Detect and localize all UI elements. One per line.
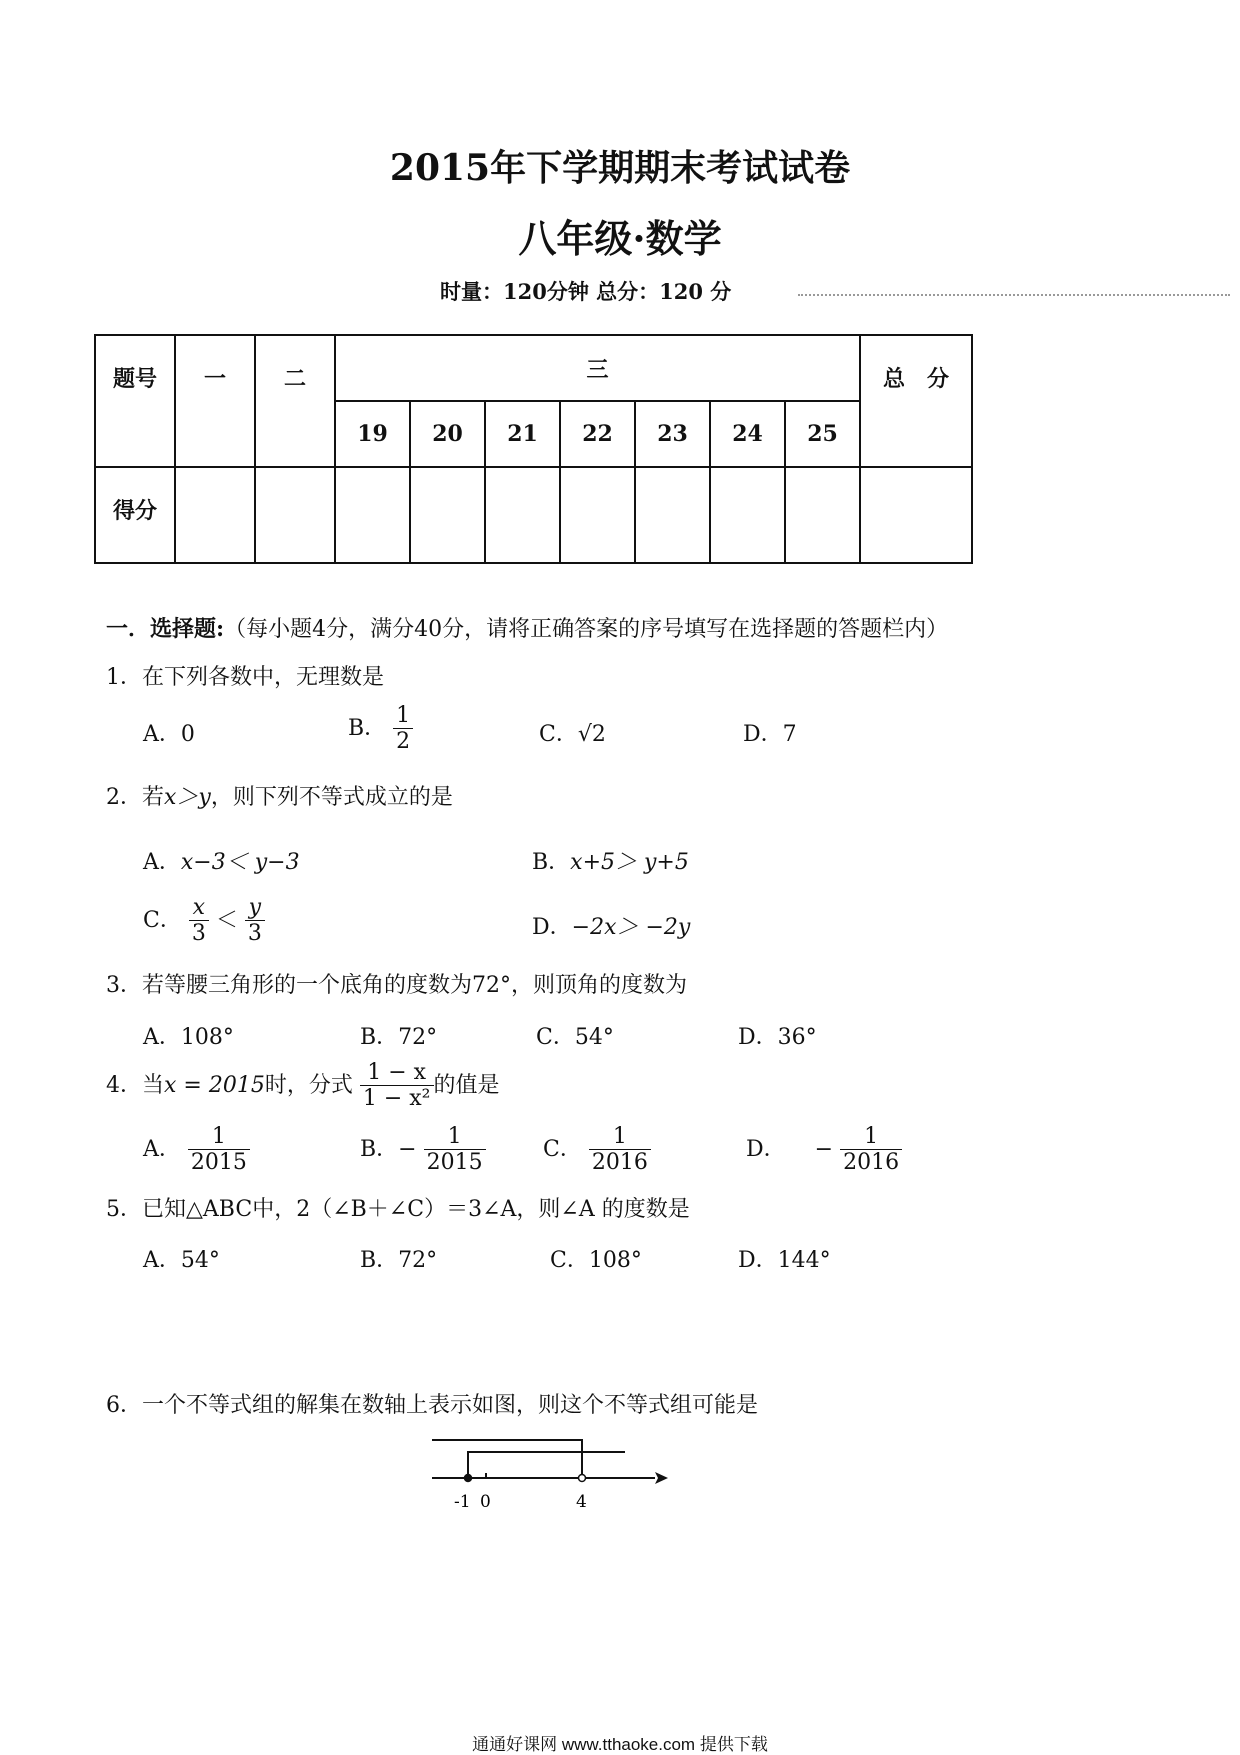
q2-stem (106, 780, 453, 811)
numerator: y (245, 895, 265, 921)
header-col-2: 二 (255, 335, 335, 467)
q5-stem: 5．已知△ABC中，2（∠B＋∠C）＝3∠A，则∠A 的度数是 (106, 1197, 690, 1222)
q2-option-b-label: B． (532, 850, 571, 875)
sub-col-22: 22 (560, 401, 635, 467)
exam-title: 2015年下学期期末考试试卷 (389, 147, 851, 189)
score-cell[interactable] (410, 467, 485, 563)
numerator: 1 (589, 1124, 651, 1150)
q4-option-a (143, 1124, 250, 1176)
q2-option-d-label: D． (532, 915, 572, 940)
numerator: x (189, 895, 209, 921)
q1-stem: 1．在下列各数中，无理数是 (106, 665, 384, 690)
q5-option-a: A．54° (143, 1248, 220, 1273)
q1-option-c-value: √2 (577, 722, 606, 747)
sub-col-19: 19 (335, 401, 410, 467)
q5-option-d: D．144° (738, 1248, 831, 1273)
q4-stem-mid: 时，分式 (264, 1072, 353, 1098)
denominator: 3 (191, 921, 206, 947)
q4-option-d-sign: − (814, 1136, 834, 1162)
exam-subtitle: 八年级·数学 (518, 216, 722, 261)
fraction (360, 1060, 434, 1112)
denominator: 2016 (591, 1150, 648, 1176)
q4-stem-cond: x = 2015 (164, 1072, 265, 1098)
numerator: 1 (393, 703, 413, 729)
score-cell[interactable] (710, 467, 785, 563)
q3-stem: 3．若等腰三角形的一个底角的度数为72°，则顶角的度数为 (106, 973, 687, 998)
exam-meta: 时量：120分钟 总分：120 分 (440, 279, 732, 304)
q2-option-a-label: A． (143, 850, 181, 875)
header-defen: 得分 (95, 467, 175, 563)
q1-option-a: A．0 (143, 722, 195, 747)
q4-option-b (360, 1124, 486, 1176)
q2-stem-pre: 2．若 (106, 785, 164, 810)
q2-option-c-op: ＜ (215, 907, 238, 933)
fraction (840, 1124, 902, 1176)
q1-option-c (539, 717, 606, 748)
section-title: 一．选择题: (106, 616, 225, 642)
q4-option-c (543, 1124, 651, 1176)
header-col-3: 三 (335, 335, 860, 401)
denominator: 2015 (190, 1150, 247, 1176)
score-cell[interactable] (175, 467, 255, 563)
score-cell[interactable] (860, 467, 972, 563)
q2-option-d-expr: −2x＞ −2y (571, 915, 691, 940)
numerator: 1 (840, 1124, 902, 1150)
sub-col-24: 24 (710, 401, 785, 467)
score-cell[interactable] (485, 467, 560, 563)
solution-bracket-lower (468, 1452, 625, 1478)
q4-option-d-label: D． (746, 1136, 786, 1162)
score-cell[interactable] (635, 467, 710, 563)
fraction (424, 1124, 486, 1176)
q4-stem (106, 1060, 500, 1112)
header-tihao: 题号 (95, 335, 175, 467)
q4-option-b-label: B． (360, 1136, 399, 1162)
q5-option-b: B．72° (360, 1248, 438, 1273)
q2-option-a-expr: x−3＜ y−3 (180, 850, 300, 875)
fraction (189, 895, 209, 947)
numerator: 1 − x (360, 1060, 434, 1086)
score-cell[interactable] (335, 467, 410, 563)
denominator: 1 − x² (362, 1086, 431, 1112)
denominator: 2015 (426, 1150, 483, 1176)
q1-option-d: D．7 (743, 722, 797, 747)
numerator: 1 (424, 1124, 486, 1150)
q1-option-b (348, 703, 413, 755)
q2-option-d (532, 910, 690, 941)
q2-option-c (143, 895, 265, 947)
tick-label-4: 4 (576, 1492, 587, 1512)
q4-option-a-label: A． (143, 1136, 181, 1162)
q3-option-a: A．108° (143, 1025, 234, 1050)
q2-option-b (532, 845, 689, 876)
sub-col-25: 25 (785, 401, 860, 467)
section-note: （每小题4分，满分40分，请将正确答案的序号填写在选择题的答题栏内） (224, 617, 949, 642)
number-line-figure (420, 1430, 680, 1520)
numerator: 1 (188, 1124, 250, 1150)
score-cell[interactable] (785, 467, 860, 563)
score-table (94, 334, 973, 564)
score-cell[interactable] (255, 467, 335, 563)
solution-bracket-upper (432, 1440, 582, 1478)
q2-stem-post: ，则下列不等式成立的是 (210, 785, 453, 810)
q4-option-b-sign: − (398, 1136, 417, 1162)
fraction (188, 1124, 250, 1176)
header-total: 总 分 (860, 335, 972, 467)
q3-option-d: D．36° (738, 1025, 817, 1050)
q2-option-b-expr: x+5＞ y+5 (570, 850, 689, 875)
q2-option-a (143, 845, 300, 876)
header-col-1: 一 (175, 335, 255, 467)
fraction (589, 1124, 651, 1176)
axis-arrow (655, 1472, 668, 1484)
denominator: 3 (247, 921, 262, 947)
dotted-rule (798, 294, 1230, 296)
tick-label-0: 0 (480, 1492, 491, 1512)
fraction (245, 895, 265, 947)
closed-point (465, 1475, 472, 1482)
tick-label-neg1: -1 (454, 1492, 471, 1512)
denominator: 2016 (843, 1150, 900, 1176)
score-cell[interactable] (560, 467, 635, 563)
q1-option-b-label: B． (348, 715, 387, 741)
q1-option-c-label: C． (539, 722, 578, 747)
q4-option-d (746, 1124, 902, 1176)
open-point (579, 1475, 586, 1482)
sub-col-21: 21 (485, 401, 560, 467)
q4-option-c-label: C． (543, 1136, 582, 1162)
sub-col-23: 23 (635, 401, 710, 467)
q4-stem-post: 的值是 (433, 1072, 500, 1098)
q3-option-c: C．54° (536, 1025, 614, 1050)
denominator: 2 (396, 729, 411, 755)
q2-stem-cond: x＞y (164, 785, 211, 810)
section-heading (106, 612, 948, 643)
q5-option-c: C．108° (550, 1248, 642, 1273)
sub-col-20: 20 (410, 401, 485, 467)
q3-option-b: B．72° (360, 1025, 438, 1050)
q2-option-c-label: C． (143, 907, 182, 933)
page-footer: 通通好课网 www.tthaoke.com 提供下载 (472, 1735, 768, 1754)
q6-stem: 6．一个不等式组的解集在数轴上表示如图，则这个不等式组可能是 (106, 1393, 758, 1418)
fraction (393, 703, 413, 755)
q4-stem-pre: 4．当 (106, 1072, 164, 1098)
